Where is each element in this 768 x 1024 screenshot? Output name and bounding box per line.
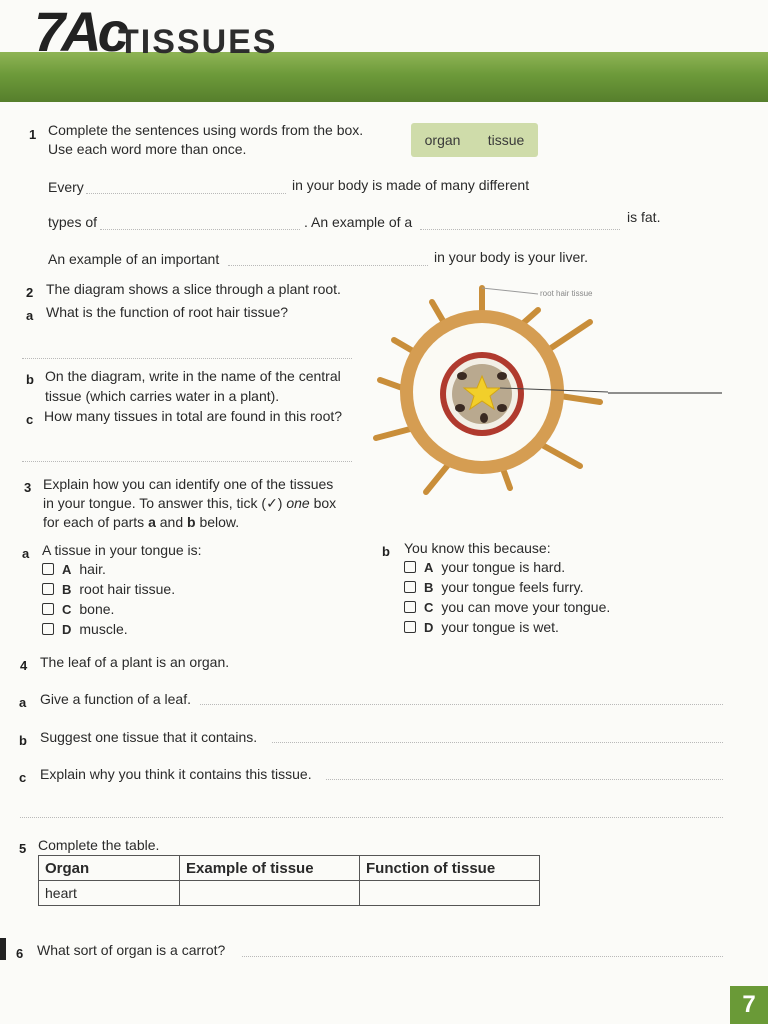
question-number-4: 4 [20, 658, 28, 673]
answer-line[interactable] [86, 192, 286, 194]
q3-a-option[interactable] [42, 559, 175, 579]
q3-b-options [404, 557, 610, 637]
q3-a-option[interactable] [42, 599, 175, 619]
option-letter: A [62, 561, 72, 577]
q3-a-option[interactable] [42, 619, 175, 639]
tick-box[interactable] [404, 601, 416, 613]
question-number-6: 6 [16, 946, 24, 961]
q2-b-text-1: On the diagram, write in the name of the central [45, 368, 341, 384]
option-text: you can move your tongue. [441, 599, 611, 615]
q3-b-option[interactable] [404, 557, 610, 577]
option-letter: B [62, 581, 72, 597]
table-row [39, 881, 540, 906]
answer-line[interactable] [228, 264, 428, 266]
table-header: Function of tissue [360, 856, 540, 881]
option-text: your tongue is hard. [441, 559, 566, 575]
unit-code: 7Ac [34, 0, 125, 63]
tick-box[interactable] [42, 603, 54, 615]
q4-intro: The leaf of a plant is an organ. [40, 654, 230, 670]
question-number-3: 3 [24, 480, 32, 495]
q1-sentence-1-start: Every [48, 179, 84, 195]
q1-instruction-2: Use each word more than once. [48, 141, 247, 157]
option-letter: A [424, 559, 434, 575]
q4-c-label: c [19, 770, 27, 785]
table-cell-answer[interactable] [360, 881, 540, 906]
q2-b-text-2: tissue (which carries water in a plant). [45, 388, 280, 404]
q3-intro-2-text: in your tongue. To answer this, tick (✓) [43, 495, 283, 511]
tick-box[interactable] [42, 583, 54, 595]
q3-a-option[interactable] [42, 579, 175, 599]
table-header: Organ [39, 856, 180, 881]
q4-b-label: b [19, 733, 27, 748]
answer-line[interactable] [200, 703, 723, 705]
option-text: your tongue feels furry. [441, 579, 584, 595]
answer-line[interactable] [242, 955, 723, 957]
q3-a-stem: A tissue in your tongue is: [42, 542, 202, 558]
q4-a-text: Give a function of a leaf. [40, 691, 191, 707]
word-box-word: tissue [487, 132, 525, 148]
q3-intro-emphasis: one [286, 495, 310, 511]
page-title: TISSUES [118, 23, 278, 61]
plant-root-diagram [370, 280, 730, 510]
q6-text: What sort of organ is a carrot? [37, 942, 226, 958]
tick-box[interactable] [42, 563, 54, 575]
tick-box[interactable] [404, 561, 416, 573]
q1-sentence-1-end: in your body is made of many different [292, 177, 530, 193]
question-marker [0, 938, 6, 960]
q3-a-options [42, 559, 175, 639]
table-header-row [39, 856, 540, 881]
root-hair-label: root hair tissue [540, 289, 593, 298]
q3-intro-and: and [159, 514, 184, 530]
answer-line[interactable] [272, 741, 723, 743]
q2-a-text: What is the function of root hair tissue? [46, 304, 289, 320]
q3-intro-part-a: a [148, 514, 156, 530]
tick-box[interactable] [42, 623, 54, 635]
q3-b-option[interactable] [404, 577, 610, 597]
word-box-word: organ [424, 132, 461, 148]
q3-b-option[interactable] [404, 597, 610, 617]
option-text: root hair tissue. [79, 581, 176, 597]
q1-sentence-2-end: is fat. [627, 209, 661, 225]
q2-c-label: c [26, 412, 34, 427]
option-letter: C [62, 601, 72, 617]
q3-intro-3-end: below. [199, 514, 240, 530]
question-number-5: 5 [19, 841, 27, 856]
option-letter: D [424, 619, 434, 635]
q3-intro-1: Explain how you can identify one of the tissues [43, 476, 334, 492]
q3-intro-3 [43, 512, 239, 532]
table-cell-answer[interactable] [180, 881, 360, 906]
q3-b-label: b [382, 544, 390, 559]
q4-c-text: Explain why you think it contains this tissue. [40, 766, 312, 782]
q1-sentence-2-mid: . An example of a [304, 214, 413, 230]
q3-b-stem: You know this because: [404, 540, 551, 556]
q2-intro: The diagram shows a slice through a plant root. [46, 281, 341, 297]
option-letter: B [424, 579, 434, 595]
question-number-2: 2 [26, 285, 34, 300]
tick-box[interactable] [404, 621, 416, 633]
q3-intro-2-end: box [313, 495, 337, 511]
answer-line[interactable] [22, 460, 352, 462]
q4-a-label: a [19, 695, 27, 710]
word-box [411, 123, 538, 157]
answer-line[interactable] [326, 778, 723, 780]
q1-sentence-3-start: An example of an important [48, 251, 220, 267]
q3-intro-2 [43, 493, 336, 513]
page-number: 7 [730, 986, 768, 1024]
table-header: Example of tissue [180, 856, 360, 881]
option-letter: D [62, 621, 72, 637]
answer-line[interactable] [20, 816, 723, 818]
answer-line[interactable] [100, 228, 300, 230]
organ-tissue-table [38, 855, 540, 906]
answer-line[interactable] [420, 228, 620, 230]
q3-b-option[interactable] [404, 617, 610, 637]
option-text: muscle. [79, 621, 128, 637]
q4-b-text: Suggest one tissue that it contains. [40, 729, 258, 745]
root-hair-pointer [482, 288, 538, 294]
q2-b-label: b [26, 372, 34, 387]
answer-line[interactable] [22, 357, 352, 359]
option-text: bone. [79, 601, 115, 617]
question-number-1: 1 [29, 127, 37, 142]
q3-a-label: a [22, 546, 30, 561]
q2-c-text: How many tissues in total are found in this root? [44, 408, 343, 424]
q5-intro: Complete the table. [38, 837, 160, 853]
q2-a-label: a [26, 308, 34, 323]
option-text: hair. [79, 561, 106, 577]
q1-instruction-1: Complete the sentences using words from the box. [48, 122, 364, 138]
q3-intro-part-b: b [187, 514, 196, 530]
q3-intro-3-start: for each of parts [43, 514, 145, 530]
q1-sentence-2-start: types of [48, 214, 98, 230]
option-letter: C [424, 599, 434, 615]
q1-sentence-3-end: in your body is your liver. [434, 249, 589, 265]
tick-box[interactable] [404, 581, 416, 593]
table-cell: heart [39, 881, 180, 906]
option-text: your tongue is wet. [441, 619, 559, 635]
